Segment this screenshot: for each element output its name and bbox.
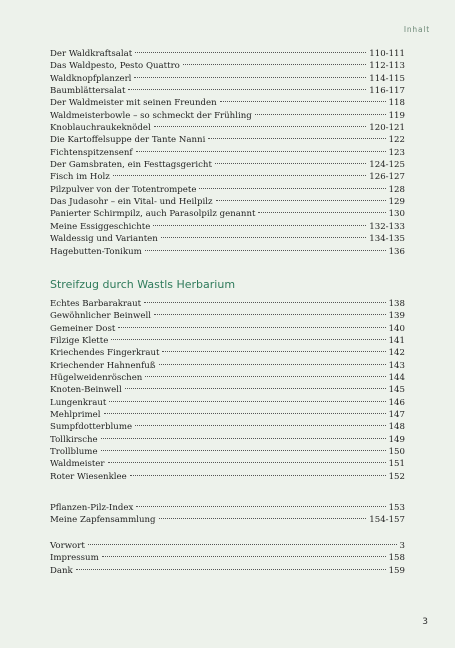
dot-leader (101, 438, 386, 439)
toc-entry-title: Pilzpulver von der Totentrompete (50, 184, 197, 195)
dot-leader (135, 52, 366, 53)
toc-entry-page: 150 (388, 447, 405, 458)
toc-entry-title: Waldmeisterbowle – so schmeckt der Frühling (50, 110, 252, 121)
toc-entry-title: Panierter Schirmpilz, auch Parasolpilz genannt (50, 209, 256, 220)
dot-leader (136, 506, 385, 507)
toc-entry-title: Sumpfdotterblume (50, 422, 133, 433)
toc-entry-title: Dank (50, 565, 73, 576)
toc-entry-page: 140 (388, 323, 405, 334)
toc-entry-title: Der Waldkraftsalat (50, 49, 133, 59)
dot-leader (145, 250, 386, 251)
toc-entry[interactable] (50, 310, 405, 322)
toc-entry[interactable] (50, 298, 405, 310)
toc-entry-title: Meine Essiggeschichte (50, 221, 151, 232)
toc-entry[interactable] (50, 471, 405, 483)
toc-entry-page: 149 (388, 434, 405, 445)
toc-entry-title: Waldessig und Varianten (50, 234, 158, 245)
toc-entry[interactable] (50, 347, 405, 359)
toc-entry-page: 134-135 (369, 234, 405, 245)
toc-entry-title: Knoten-Beinwell (50, 385, 122, 396)
toc-entry-page: 124-125 (369, 160, 405, 171)
dot-leader (128, 89, 366, 90)
toc-entry[interactable] (50, 397, 405, 409)
dot-leader (118, 327, 385, 328)
toc-entry[interactable] (50, 446, 405, 458)
toc-entry-title: Knoblauchraukeknödel (50, 123, 151, 134)
toc-entry[interactable] (50, 233, 405, 245)
toc-entry-page: 132-133 (369, 221, 405, 232)
toc-group-recipes (50, 48, 405, 258)
toc-entry-title: Der Gamsbraten, ein Festtagsgericht (50, 160, 212, 171)
toc-group-herbarium (50, 298, 405, 483)
dot-leader (215, 163, 366, 164)
dot-leader (109, 401, 385, 402)
dot-leader (135, 425, 386, 426)
running-header: Inhalt (403, 25, 430, 34)
toc-entry[interactable] (50, 323, 405, 335)
toc-entry[interactable] (50, 434, 405, 446)
toc-entry-title: Pflanzen-Pilz-Index (50, 503, 134, 513)
toc-entry-title: Mehlprimel (50, 410, 101, 421)
toc-entry[interactable] (50, 514, 405, 526)
dot-leader (159, 518, 367, 519)
toc-group-front-back-matter (50, 540, 405, 577)
toc-entry-page: 145 (388, 385, 405, 396)
dot-leader (199, 188, 385, 189)
toc-entry-page: 112-113 (369, 61, 405, 72)
toc-entry-title: Gemeiner Dost (50, 323, 116, 334)
toc-entry[interactable] (50, 372, 405, 384)
toc-entry-page: 152 (388, 471, 405, 482)
toc-entry-page: 114-115 (369, 73, 405, 84)
toc-entry-page: 126-127 (369, 172, 405, 183)
dot-leader (258, 212, 385, 213)
dot-leader (134, 77, 366, 78)
dot-leader (101, 450, 386, 451)
toc-entry-page: 143 (388, 360, 405, 371)
toc-entry[interactable] (50, 458, 405, 470)
toc-entry[interactable] (50, 540, 405, 552)
dot-leader (208, 138, 385, 139)
toc-group-index (50, 502, 405, 527)
toc-entry[interactable] (50, 502, 405, 514)
section-heading: Streifzug durch Wastls Herbarium (50, 278, 236, 291)
toc-entry-page: 139 (388, 311, 405, 322)
dot-leader (111, 339, 385, 340)
dot-leader (161, 237, 367, 238)
toc-entry[interactable] (50, 171, 405, 183)
toc-entry-page: 144 (388, 373, 405, 384)
toc-entry-page: 151 (388, 459, 405, 470)
toc-entry-page: 154-157 (369, 515, 405, 526)
toc-entry[interactable] (50, 97, 405, 109)
toc-entry-page: 136 (388, 246, 405, 257)
toc-entry-page: 146 (388, 397, 405, 408)
toc-entry-page: 147 (388, 410, 405, 421)
dot-leader (216, 200, 386, 201)
toc-entry-title: Meine Zapfensammlung (50, 515, 156, 526)
toc-entry[interactable] (50, 134, 405, 146)
toc-entry-page: 123 (388, 147, 405, 158)
toc-entry-page: 159 (388, 565, 405, 576)
toc-entry-page: 142 (388, 348, 405, 359)
toc-entry-page: 110-111 (369, 49, 405, 59)
dot-leader (220, 101, 386, 102)
toc-entry-title: Die Kartoffelsuppe der Tante Nanni (50, 135, 206, 146)
toc-entry[interactable] (50, 184, 405, 196)
toc-entry[interactable] (50, 552, 405, 564)
dot-leader (255, 114, 386, 115)
toc-entry-page: 153 (388, 503, 405, 513)
dot-leader (104, 413, 386, 414)
dot-leader (183, 64, 366, 65)
dot-leader (113, 175, 367, 176)
toc-entry[interactable] (50, 48, 405, 60)
toc-entry-title: Hagebutten-Tonikum (50, 246, 142, 257)
dot-leader (145, 376, 385, 377)
toc-entry-title: Vorwort (50, 541, 85, 551)
dot-leader (153, 225, 366, 226)
toc-entry[interactable] (50, 335, 405, 347)
toc-entry-title: Kriechendes Fingerkraut (50, 348, 160, 359)
toc-entry[interactable] (50, 221, 405, 233)
toc-entry-page: 128 (388, 184, 405, 195)
toc-entry-page: 141 (388, 336, 405, 347)
toc-entry-page: 158 (388, 553, 405, 564)
dot-leader (125, 388, 386, 389)
toc-entry-title: Kriechender Hahnenfuß (50, 360, 156, 371)
toc-entry-title: Fisch im Holz (50, 172, 110, 183)
toc-entry[interactable] (50, 122, 405, 134)
dot-leader (102, 556, 386, 557)
dot-leader (144, 302, 385, 303)
toc-entry[interactable] (50, 110, 405, 122)
toc-entry[interactable] (50, 384, 405, 396)
dot-leader (162, 351, 385, 352)
toc-entry-page: 138 (388, 299, 405, 309)
toc-entry-page: 148 (388, 422, 405, 433)
toc-entry[interactable] (50, 147, 405, 159)
toc-entry-title: Trollblume (50, 447, 98, 458)
dot-leader (159, 364, 386, 365)
toc-entry[interactable] (50, 73, 405, 85)
toc-entry[interactable] (50, 85, 405, 97)
toc-entry[interactable] (50, 409, 405, 421)
toc-entry-page: 130 (388, 209, 405, 220)
dot-leader (130, 475, 386, 476)
toc-entry-title: Fichtenspitzensenf (50, 147, 133, 158)
dot-leader (154, 126, 367, 127)
toc-entry-page: 129 (388, 197, 405, 208)
toc-entry-title: Gewöhnlicher Beinwell (50, 311, 151, 322)
dot-leader (108, 462, 386, 463)
toc-entry-title: Das Waldpesto, Pesto Quattro (50, 61, 180, 72)
toc-entry-title: Impressum (50, 553, 99, 564)
toc-entry-title: Der Waldmeister mit seinen Freunden (50, 98, 217, 109)
dot-leader (76, 569, 386, 570)
toc-entry[interactable] (50, 208, 405, 220)
dot-leader (154, 314, 386, 315)
toc-entry-page: 122 (388, 135, 405, 146)
toc-entry[interactable] (50, 421, 405, 433)
page-number: 3 (422, 617, 428, 627)
toc-entry-title: Lungenkraut (50, 397, 107, 408)
toc-entry-title: Filzige Klette (50, 336, 109, 347)
toc-entry-title: Hügelweidenröschen (50, 373, 143, 384)
toc-entry-title: Echtes Barbarakraut (50, 299, 142, 309)
toc-entry-page: 118 (388, 98, 405, 109)
toc-entry[interactable] (50, 159, 405, 171)
toc-entry[interactable] (50, 196, 405, 208)
dot-leader (136, 151, 386, 152)
toc-entry-page: 116-117 (369, 86, 405, 97)
toc-entry-title: Das Judasohr – ein Vital- und Heilpilz (50, 197, 213, 208)
toc-entry[interactable] (50, 60, 405, 72)
toc-entry-title: Baumblättersalat (50, 86, 126, 97)
toc-entry-page: 120-121 (369, 123, 405, 134)
toc-entry[interactable] (50, 246, 405, 258)
toc-entry-page: 3 (399, 541, 405, 551)
toc-entry-title: Waldmeister (50, 459, 105, 470)
toc-entry-title: Roter Wiesenklee (50, 471, 127, 482)
toc-entry[interactable] (50, 565, 405, 577)
toc-entry-title: Waldknopfplanzerl (50, 73, 132, 84)
toc-entry-page: 119 (388, 110, 405, 121)
toc-entry-title: Tollkirsche (50, 434, 98, 445)
dot-leader (88, 544, 397, 545)
toc-entry[interactable] (50, 360, 405, 372)
